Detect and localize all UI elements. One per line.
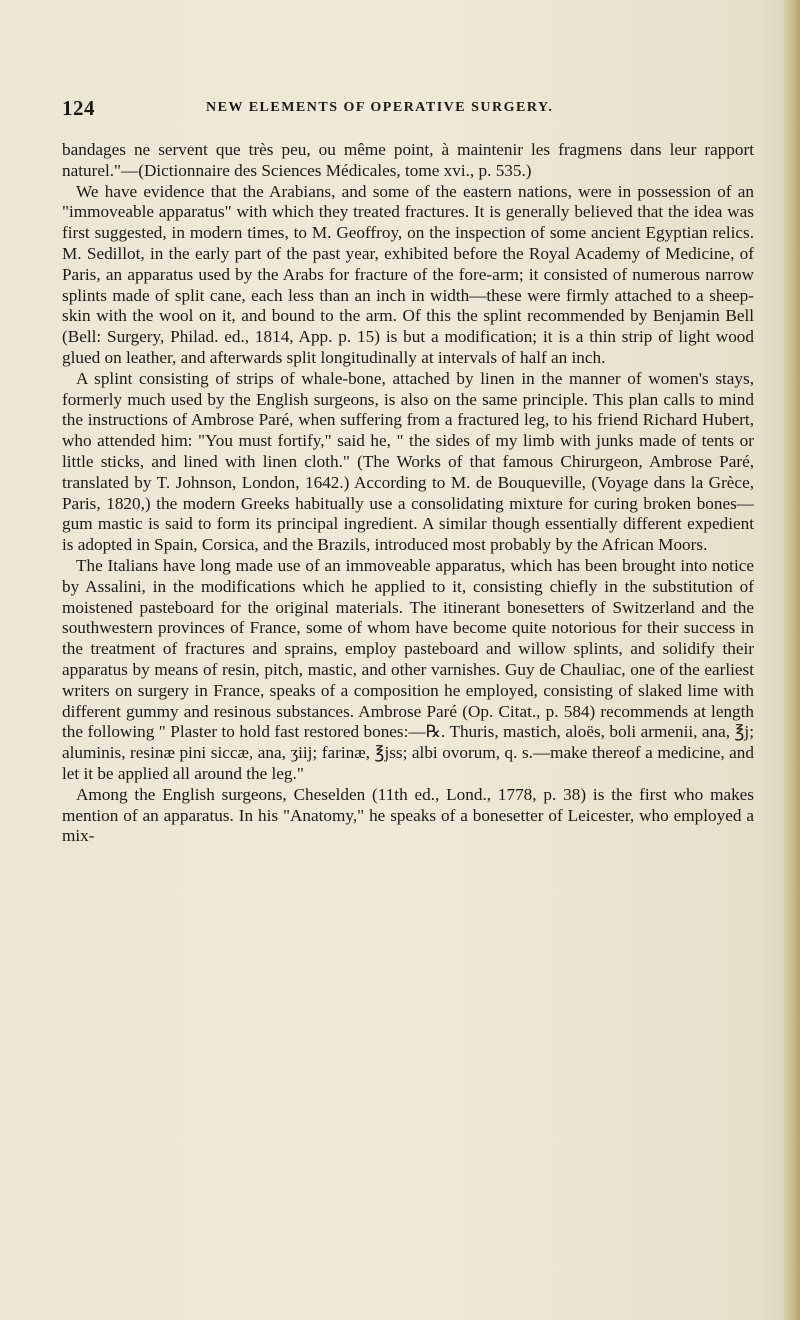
paragraph: Among the English surgeons, Cheselden (11th ed., Lond., 1778, p. 38) is the first who makes mention of an apparatus. In his "Anatomy," he speaks of a bonesetter of Leicester, who employed a mix- <box>62 784 754 846</box>
page-number: 124 <box>62 96 95 120</box>
body-text <box>62 140 754 847</box>
page-header <box>62 96 762 120</box>
paragraph: A splint consisting of strips of whale-bone, attached by linen in the manner of women's stays, formerly much used by the English surgeons, is also on the same principle. This plan calls to mind the instructions of Ambrose Paré, when suffering from a fractured leg, to his friend Richard Hubert, who attended him: "You must fortify," said he, " the sides of my limb with junks made of tents or little sticks, and lined with linen cloth." (The Works of that famous Chirurgeon, Ambrose Paré, translated by T. Johnson, London, 1642.) According to M. de Bouqueville, (Voyage dans la Grèce, Paris, 1820,) the modern Greeks habitually use a consolidating mixture for curing broken bones—gum mastic is said to form its principal ingredient. A similar though essentially different expedient is adopted in Spain, Corsica, and the Brazils, introduced most probably by the African Moors. <box>62 368 754 555</box>
running-head: NEW ELEMENTS OF OPERATIVE SURGERY. <box>206 100 554 115</box>
paragraph: The Italians have long made use of an immoveable apparatus, which has been brought into notice by Assalini, in the modifications which he applied to it, consisting chiefly in the substitution of moistened pasteboard for the original materials. The itinerant bonesetters of Switzerland and the southwestern provinces of France, some of whom have become quite notorious for their success in the treatment of fractures and sprains, employ pasteboard and willow splints, and solidify their apparatus by means of resin, pitch, mastic, and other varnishes. Guy de Chauliac, one of the earliest writers on surgery in France, speaks of a composition he employed, consisting of slaked lime with different gummy and resinous substances. Ambrose Paré (Op. Citat., p. 584) recommends at length the following " Plaster to hold fast restored bones:—℞. Thuris, mastich, aloës, boli armenii, ana, ℥j; aluminis, resinæ pini siccæ, ana, ʒiij; farinæ, ℥jss; albi ovorum, q. s.—make thereof a medicine, and let it be applied all around the leg." <box>62 555 754 783</box>
paragraph: bandages ne servent que très peu, ou même point, à maintenir les fragmens dans leur rapport naturel."—(Dictionnaire des Sciences Médicales, tome xvi., p. 535.) <box>62 140 754 180</box>
page-gutter <box>784 0 800 1320</box>
paragraph: We have evidence that the Arabians, and some of the eastern nations, were in possession of an "immoveable apparatus" with which they treated fractures. It is generally believed that the idea was first suggested, in modern times, to M. Geoffroy, on the inspection of some ancient Egyptian relics. M. Sedillot, in the early part of the past year, exhibited before the Royal Academy of Medicine, of Paris, an apparatus used by the Arabs for fracture of the fore-arm; it consisted of numerous narrow splints made of split cane, each less than an inch in width—these were firmly attached to a sheep-skin with the wool on it, and bound to the arm. Of this the splint recommended by Benjamin Bell (Bell: Surgery, Philad. ed., 1814, App. p. 15) is but a modification; it is a thin strip of light wood glued on leather, and afterwards split longitudinally at intervals of half an inch. <box>62 181 754 367</box>
